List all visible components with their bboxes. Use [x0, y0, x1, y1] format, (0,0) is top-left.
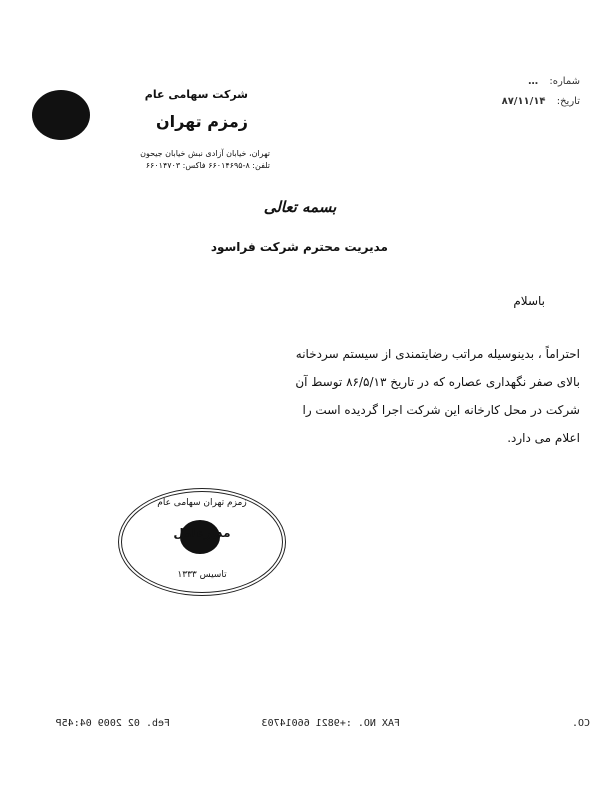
fax-company-suffix: CO. — [571, 718, 590, 729]
fax-date-time: Feb. 02 2009 04:45P — [55, 718, 170, 729]
letter-date — [410, 92, 580, 112]
bism-heading: بسمه تعالی — [263, 198, 337, 216]
company-phone-fax: تلفن: ۸-۶۶۰۱۴۶۹۵ فاکس: ۶۶۰۱۴۷۰۳ — [145, 161, 270, 170]
company-stamp — [118, 488, 286, 596]
company-address-block — [100, 148, 270, 172]
number-value: … — [528, 76, 539, 87]
company-type: شرکت سهامی عام — [144, 88, 248, 101]
fax-number: FAX NO. :+9821 66014703 — [261, 718, 400, 729]
stamp-title: مدیرعامل — [173, 526, 231, 540]
letter-meta — [410, 72, 580, 112]
date-value: ۸۷/۱۱/۱۴ — [501, 96, 546, 107]
greeting: باسلام — [513, 294, 545, 308]
stamp-year: تاسیس ۱۳۳۳ — [177, 570, 227, 580]
letter-number — [410, 72, 580, 92]
letter-body: احتراماً ، بدینوسیله مراتب رضایتمندی از سیستم سردخانه بالای صفر نگهداری عصاره که در تاریخ ۸۶/۵/۱۳ توسط آن شرکت در محل کارخانه این شرکت اجرا گردیده است را اعلام می دارد. — [295, 347, 580, 445]
fax-header-line — [0, 718, 600, 734]
company-name: زمزم تهران — [155, 112, 248, 131]
company-address: تهران، خیابان آزادی نبش خیابان جیحون — [140, 149, 270, 158]
number-label: شماره: — [549, 76, 580, 87]
company-logo — [32, 90, 90, 140]
stamp-top-text: زمزم تهران سهامی عام — [157, 498, 247, 508]
recipient: مدیریت محترم شرکت فراسود — [210, 240, 388, 254]
date-label: تاریخ: — [556, 96, 580, 107]
